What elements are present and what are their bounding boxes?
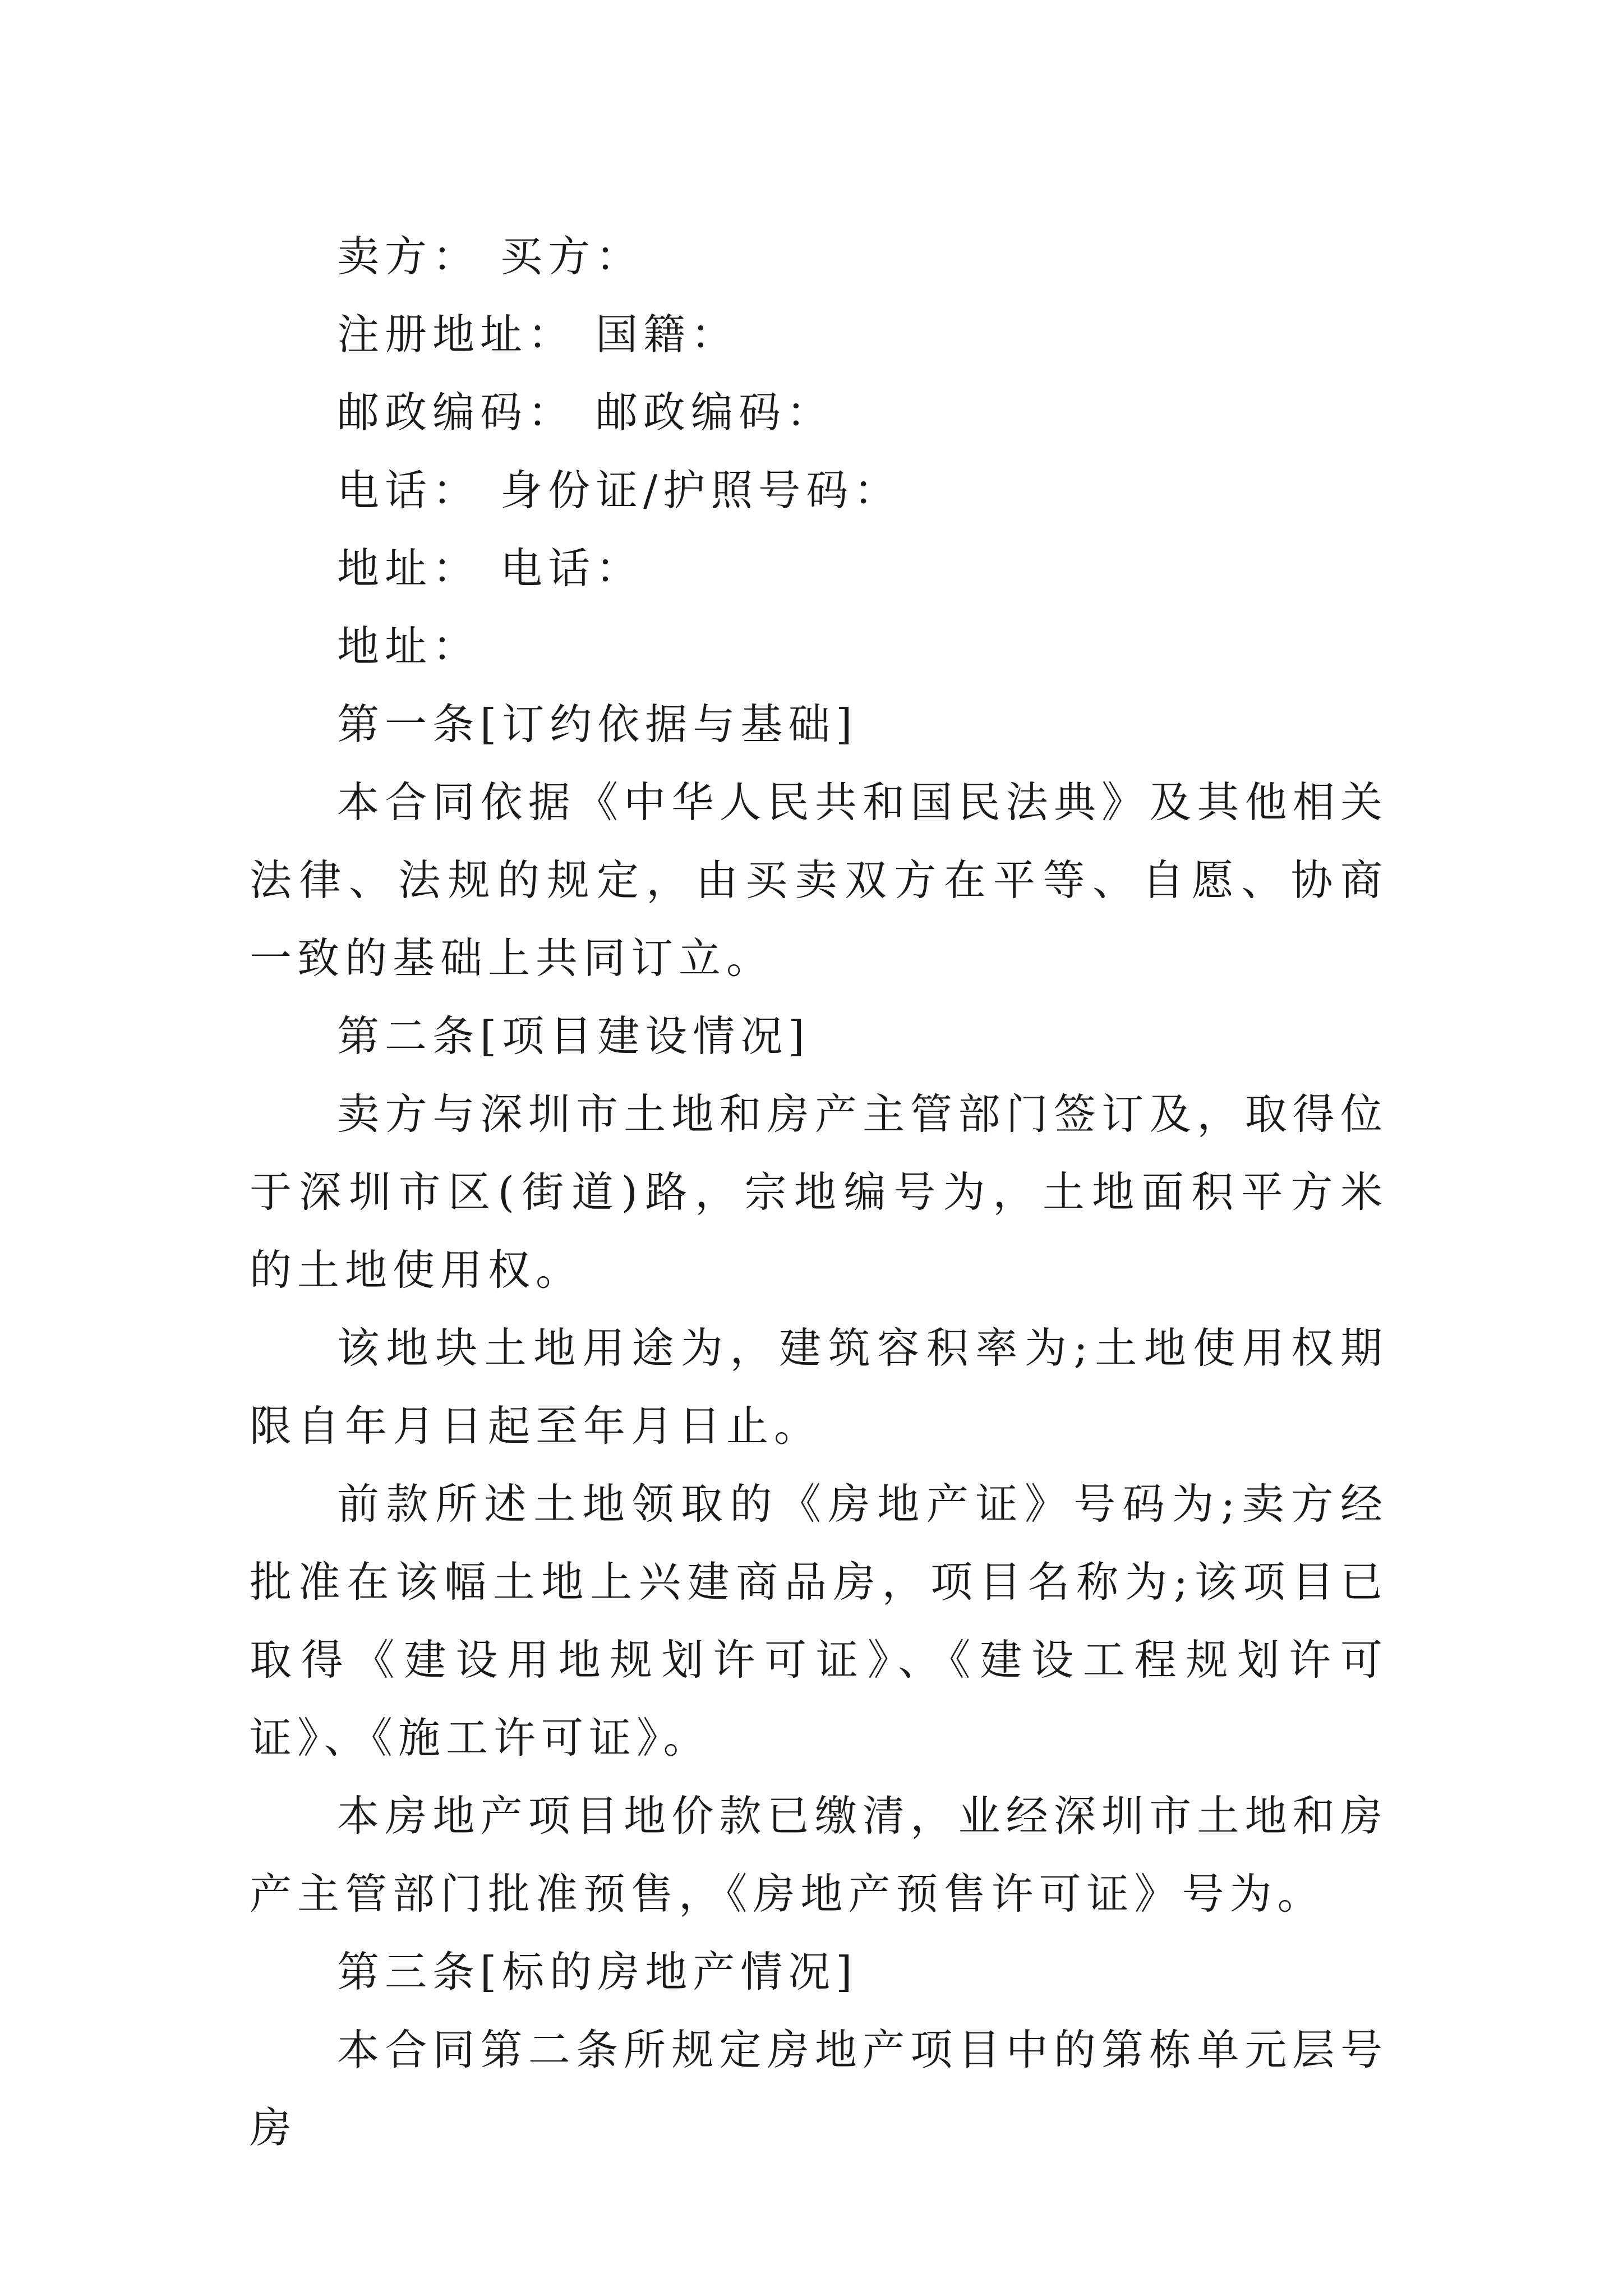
article-title: 第二条[项目建设情况] — [337, 1011, 810, 1061]
buyer-postcode-label: 邮政编码： — [596, 388, 834, 437]
party-line-address-phone — [250, 530, 1388, 608]
seller-address-label: 地址： — [337, 544, 481, 593]
article-paragraph: 前款所述土地领取的《房地产证》号码为;卖方经批准在该幅土地上兴建商品房，项目名称为;该项目已取得《建设用地规划许可证》、《建设工程规划许可证》、《施工许可证》。 — [250, 1479, 1388, 1763]
party-line-postcode — [250, 374, 1388, 452]
contract-body — [250, 218, 1388, 2167]
party-line-buyer-address — [250, 608, 1388, 685]
buyer-id-label: 身份证/护照号码： — [500, 466, 902, 515]
article-paragraph: 本房地产项目地价款已缴清，业经深圳市土地和房产主管部门批准预售，《房地产预售许可证》号为。 — [250, 1791, 1388, 1918]
article-paragraph: 该地块土地用途为，建筑容积率为;土地使用权期限自年月日起至年月日止。 — [250, 1323, 1388, 1451]
buyer-phone-label: 电话： — [500, 544, 644, 593]
buyer-label: 买方： — [500, 232, 644, 281]
party-line-address-nationality — [250, 296, 1388, 374]
seller-phone-label: 电话： — [337, 466, 481, 515]
buyer-address-label: 地址： — [337, 622, 481, 671]
seller-label: 卖方： — [337, 232, 481, 281]
nationality-label: 国籍： — [596, 310, 739, 359]
article-title: 第三条[标的房地产情况] — [337, 1947, 858, 1996]
article-title: 第一条[订约依据与基础] — [337, 700, 858, 749]
article-paragraph: 本合同第二条所规定房地产项目中的第栋单元层号房 — [250, 2025, 1388, 2152]
party-line-phone-id — [250, 452, 1388, 530]
article-paragraph: 本合同依据《中华人民共和国民法典》及其他相关法律、法规的规定，由买卖双方在平等、自愿、协商一致的基础上共同订立。 — [250, 777, 1388, 983]
article-paragraph: 卖方与深圳市土地和房产主管部门签订及，取得位于深圳市区(街道)路，宗地编号为，土地面积平方米的土地使用权。 — [250, 1089, 1388, 1295]
party-line-seller-buyer — [250, 218, 1388, 296]
registered-address-label: 注册地址： — [337, 310, 576, 359]
seller-postcode-label: 邮政编码： — [337, 388, 576, 437]
